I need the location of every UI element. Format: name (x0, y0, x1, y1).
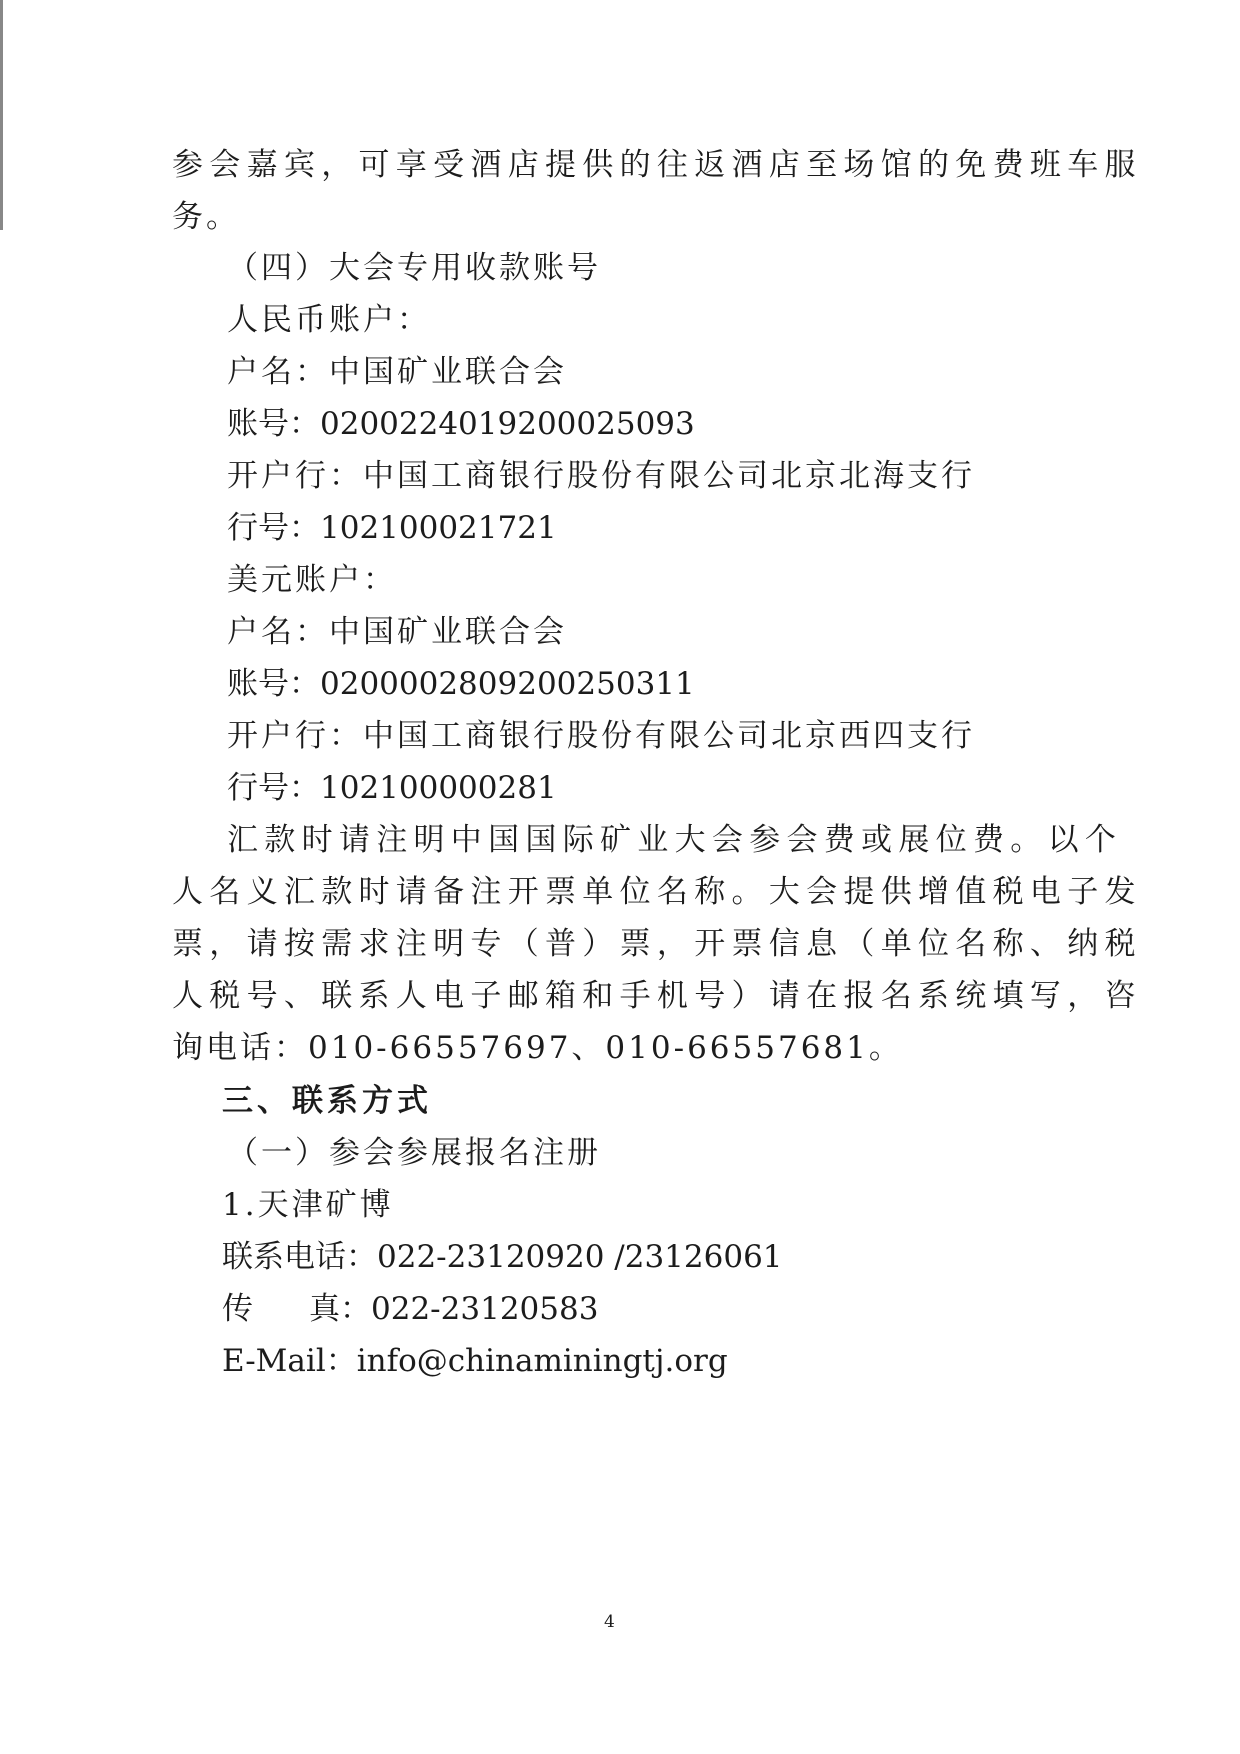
account-number: 账号：0200224019200025093 (227, 406, 695, 442)
account-bank: 开户行：中国工商银行股份有限公司北京西四支行 (227, 718, 975, 754)
contact-email: E-Mail：info@chinaminingtj.org (222, 1343, 728, 1379)
account-name: 户名：中国矿业联合会 (227, 614, 567, 650)
account-title: 人民币账户： (227, 302, 431, 338)
contact-phone: 联系电话：022-23120920 /23126061 (222, 1239, 783, 1275)
section-heading: 三、联系方式 (222, 1083, 432, 1119)
subsection-heading: （一）参会参展报名注册 (227, 1135, 601, 1171)
page-number: 4 (604, 1612, 615, 1632)
account-bank: 开户行：中国工商银行股份有限公司北京北海支行 (227, 458, 975, 494)
account-name: 户名：中国矿业联合会 (227, 354, 567, 390)
account-bank-code: 行号：102100021721 (227, 510, 557, 546)
contact-fax (222, 1291, 599, 1327)
account-title: 美元账户： (227, 562, 397, 598)
body-text-line: 票，请按需求注明专（普）票，开票信息（单位名称、纳税 (172, 926, 1142, 962)
fax-value: 真：022-23120583 (309, 1291, 599, 1327)
body-text-line: 人名义汇款时请备注开票单位名称。大会提供增值税电子发 (172, 874, 1142, 910)
body-text-line: 务。 (172, 199, 240, 235)
body-text-line: 人税号、联系人电子邮箱和手机号）请在报名系统填写，咨 (172, 978, 1142, 1014)
body-text-line: 询电话：010-66557697、010-66557681。 (172, 1030, 903, 1066)
account-number: 账号：0200002809200250311 (227, 666, 695, 702)
fax-label-part: 传 (222, 1291, 253, 1327)
scan-edge-mark (0, 0, 3, 230)
body-text-line: 汇款时请注明中国国际矿业大会参会费或展位费。以个 (227, 822, 1123, 858)
section-heading: （四）大会专用收款账号 (227, 250, 601, 286)
account-bank-code: 行号：102100000281 (227, 770, 557, 806)
body-text-line: 参会嘉宾，可享受酒店提供的往返酒店至场馆的免费班车服 (172, 147, 1142, 183)
contact-title: 1.天津矿博 (222, 1187, 394, 1223)
